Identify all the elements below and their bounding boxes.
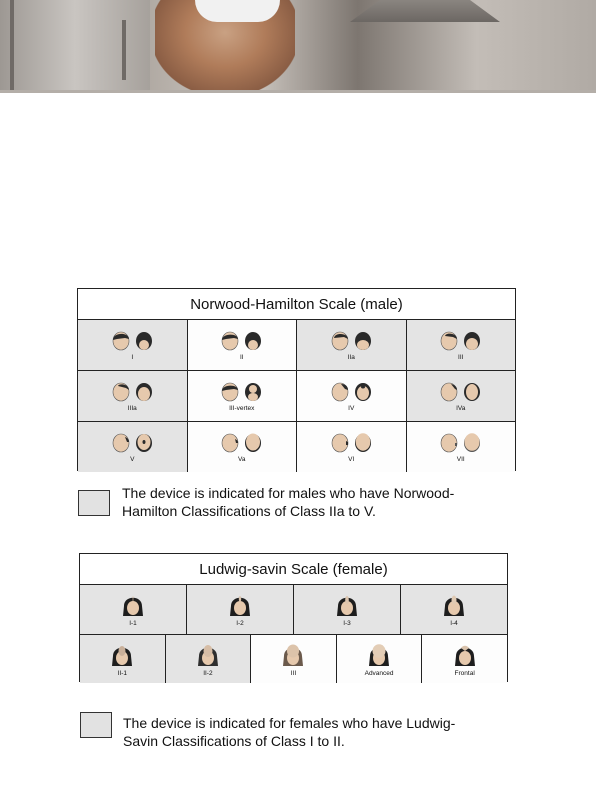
female-head-top-icon — [281, 642, 305, 668]
female-stage-label: I-3 — [343, 620, 351, 627]
male-row-3 — [78, 422, 515, 472]
male-stage-label: IV — [348, 404, 355, 412]
female-row-1 — [80, 585, 507, 635]
female-stage-cell — [294, 585, 401, 634]
male-stage-label: V — [130, 455, 135, 463]
male-stage-label: III-vertex — [229, 404, 255, 412]
male-row-2 — [78, 371, 515, 422]
male-legend-box — [78, 490, 110, 516]
male-stage-label: IIIa — [127, 404, 137, 412]
female-stage-label: III — [290, 669, 297, 677]
male-head-top-icon — [243, 330, 263, 352]
male-head-side-icon — [439, 381, 459, 403]
female-stage-cell — [337, 635, 423, 683]
female-head-top-icon — [453, 642, 477, 668]
male-head-top-icon — [134, 432, 154, 454]
male-head-icons — [330, 330, 373, 352]
male-stage-label: VI — [348, 455, 355, 463]
male-head-icons — [439, 381, 482, 403]
male-head-side-icon — [439, 432, 459, 454]
male-stage-cell — [78, 422, 188, 472]
female-head-top-icon — [367, 642, 391, 668]
male-head-top-icon — [353, 381, 373, 403]
male-head-side-icon — [439, 330, 459, 352]
male-stage-cell — [297, 422, 407, 472]
photo-range-hood — [350, 0, 500, 22]
female-stage-label: I-1 — [129, 620, 137, 627]
male-head-side-icon — [220, 381, 240, 403]
male-stage-label: IIa — [347, 353, 355, 361]
male-head-top-icon — [353, 432, 373, 454]
male-head-top-icon — [134, 381, 154, 403]
female-stage-label: II-2 — [203, 669, 213, 677]
female-stage-label: I-4 — [450, 620, 458, 627]
male-row-1 — [78, 320, 515, 371]
female-row-2 — [80, 635, 507, 683]
male-head-icons — [111, 432, 154, 454]
male-head-icons — [111, 330, 154, 352]
male-indication-text: The device is indicated for males who have Norwood-Hamilton Classifications of Class IIa to V. — [122, 485, 455, 519]
female-head-top-icon — [228, 592, 252, 618]
male-head-icons — [111, 381, 154, 403]
male-stage-label: VII — [456, 455, 465, 463]
male-head-side-icon — [111, 330, 131, 352]
male-head-top-icon — [243, 381, 263, 403]
male-head-side-icon — [330, 381, 350, 403]
male-head-icons — [330, 381, 373, 403]
female-indication-note — [80, 712, 473, 750]
female-stage-label: II-1 — [117, 669, 127, 677]
male-head-icons — [220, 381, 263, 403]
female-stage-label: I-2 — [236, 620, 244, 627]
male-indication-note — [78, 484, 482, 520]
female-stage-cell — [422, 635, 507, 683]
male-head-top-icon — [353, 330, 373, 352]
male-head-icons — [220, 432, 263, 454]
male-head-top-icon — [462, 432, 482, 454]
male-head-side-icon — [111, 432, 131, 454]
ludwig-savin-title: Ludwig-savin Scale (female) — [80, 554, 507, 585]
female-head-top-icon — [442, 592, 466, 618]
norwood-hamilton-table — [77, 288, 516, 471]
male-stage-cell — [78, 371, 188, 421]
male-head-top-icon — [243, 432, 263, 454]
female-indication-text: The device is indicated for females who have Ludwig-Savin Classifications of Class I to II. — [123, 715, 456, 749]
male-stage-label: III — [458, 353, 464, 361]
male-head-icons — [439, 330, 482, 352]
male-stage-cell — [407, 422, 516, 472]
photo-helmet — [195, 0, 280, 22]
male-stage-label: II — [239, 353, 244, 361]
male-head-icons — [220, 330, 263, 352]
female-stage-cell — [80, 585, 187, 634]
male-head-top-icon — [134, 330, 154, 352]
female-head-top-icon — [335, 592, 359, 618]
female-head-top-icon — [196, 642, 220, 668]
male-head-side-icon — [330, 330, 350, 352]
female-stage-cell — [401, 585, 507, 634]
female-legend-box — [80, 712, 112, 738]
norwood-hamilton-title: Norwood-Hamilton Scale (male) — [78, 289, 515, 320]
female-head-top-icon — [110, 642, 134, 668]
male-stage-cell — [78, 320, 188, 370]
male-stage-label: IVa — [456, 404, 466, 412]
female-stage-cell — [187, 585, 294, 634]
male-head-side-icon — [220, 432, 240, 454]
male-stage-cell — [297, 320, 407, 370]
male-head-icons — [330, 432, 373, 454]
male-stage-cell — [188, 422, 298, 472]
male-head-side-icon — [111, 381, 131, 403]
male-stage-cell — [188, 371, 298, 421]
female-stage-label: Advanced — [364, 669, 394, 677]
header-photo — [0, 0, 596, 93]
female-stage-cell — [80, 635, 166, 683]
male-stage-cell — [407, 320, 516, 370]
male-head-top-icon — [462, 381, 482, 403]
male-stage-label: I — [131, 353, 134, 361]
female-head-top-icon — [121, 592, 145, 618]
male-stage-cell — [297, 371, 407, 421]
male-stage-cell — [407, 371, 516, 421]
male-head-side-icon — [330, 432, 350, 454]
female-stage-label: Frontal — [454, 669, 475, 677]
female-stage-cell — [166, 635, 252, 683]
male-stage-cell — [188, 320, 298, 370]
male-head-icons — [439, 432, 482, 454]
male-stage-label: Va — [238, 455, 246, 463]
male-head-side-icon — [220, 330, 240, 352]
male-head-top-icon — [462, 330, 482, 352]
ludwig-savin-table — [79, 553, 508, 682]
photo-refrigerator — [0, 0, 150, 93]
female-stage-cell — [251, 635, 337, 683]
photo-bottom-edge — [0, 90, 596, 93]
